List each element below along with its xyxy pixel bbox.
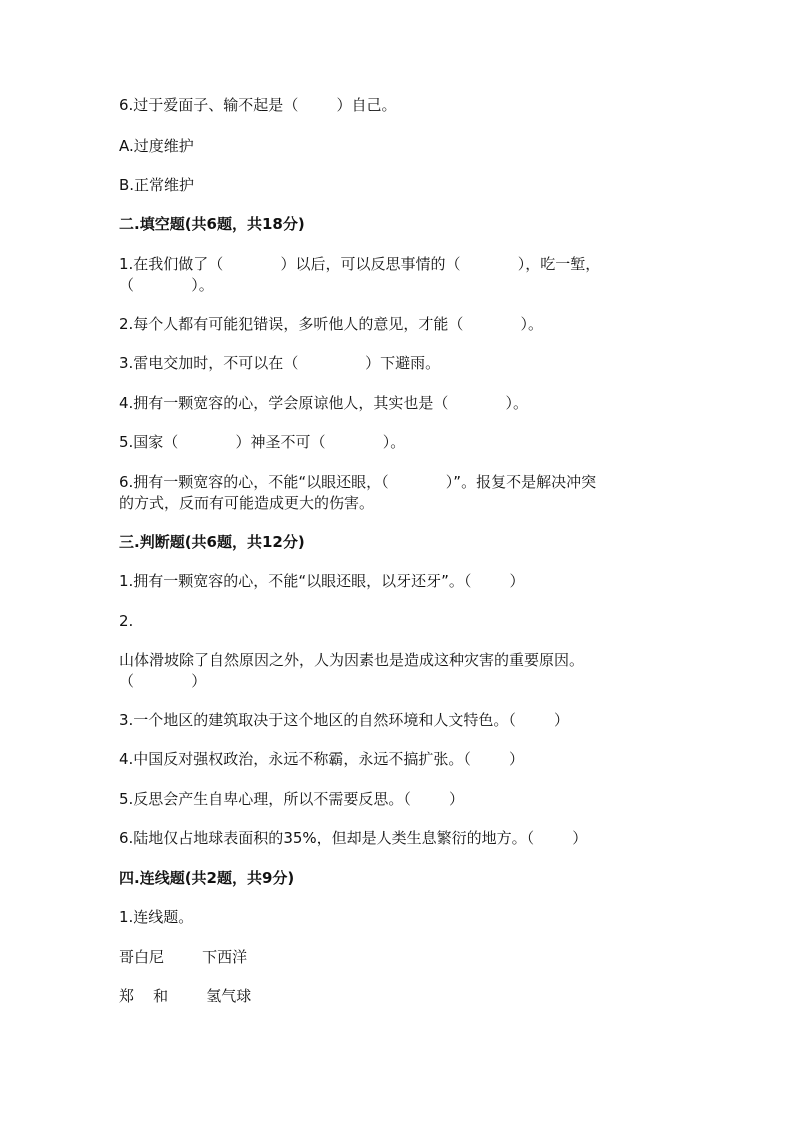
fill-question-2: 2.每个人都有可能犯错误，多听他人的意见，才能（ ）。 xyxy=(119,315,544,333)
section-heading-fill-blank: 二.填空题(共6题，共18分) xyxy=(119,215,305,233)
fill-question-5: 5.国家（ ）神圣不可（ ）。 xyxy=(119,433,406,451)
fill-question-4: 4.拥有一颗宽容的心，学会原谅他人，其实也是（ ）。 xyxy=(119,394,529,412)
fill-question-6-line-1: 6.拥有一颗宽容的心，不能“以眼还眼，（ ）”。报复不是解决冲突 xyxy=(119,473,597,491)
matching-row-1: 哥白尼 下西洋 xyxy=(119,948,248,966)
tf-question-1: 1.拥有一颗宽容的心，不能“以眼还眼，以牙还牙”。（ ） xyxy=(119,572,525,590)
tf-question-2-line-1: 山体滑坡除了自然原因之外，人为因素也是造成这种灾害的重要原因。 xyxy=(119,651,585,669)
matching-question-1: 1.连线题。 xyxy=(119,908,194,926)
tf-question-2-line-2: （ ） xyxy=(119,672,207,690)
tf-question-3: 3.一个地区的建筑取决于这个地区的自然环境和人文特色。（ ） xyxy=(119,711,569,729)
section-heading-true-false: 三.判断题(共6题，共12分) xyxy=(119,533,305,551)
fill-question-3: 3.雷电交加时，不可以在（ ）下避雨。 xyxy=(119,354,441,372)
matching-row-2: 郑 和 氢气球 xyxy=(119,987,252,1005)
fill-question-1-line-2: （ ）。 xyxy=(119,276,214,294)
fill-question-1-line-1: 1.在我们做了（ ）以后，可以反思事情的（ ），吃一堑， xyxy=(119,255,601,273)
tf-question-6: 6.陆地仅占地球表面积的35%，但却是人类生息繁衍的地方。（ ） xyxy=(119,829,588,847)
mc-question-6: 6.过于爱面子、输不起是（ ）自己。 xyxy=(119,96,397,114)
tf-question-4: 4.中国反对强权政治，永远不称霸，永远不搞扩张。（ ） xyxy=(119,750,524,768)
section-heading-matching: 四.连线题(共2题，共9分) xyxy=(119,869,295,887)
tf-question-2-number: 2. xyxy=(119,612,134,630)
tf-question-5: 5.反思会产生自卑心理，所以不需要反思。（ ） xyxy=(119,790,464,808)
option-b: B.正常维护 xyxy=(119,176,195,194)
fill-question-6-line-2: 的方式，反而有可能造成更大的伤害。 xyxy=(119,494,375,512)
option-a: A.过度维护 xyxy=(119,137,194,155)
